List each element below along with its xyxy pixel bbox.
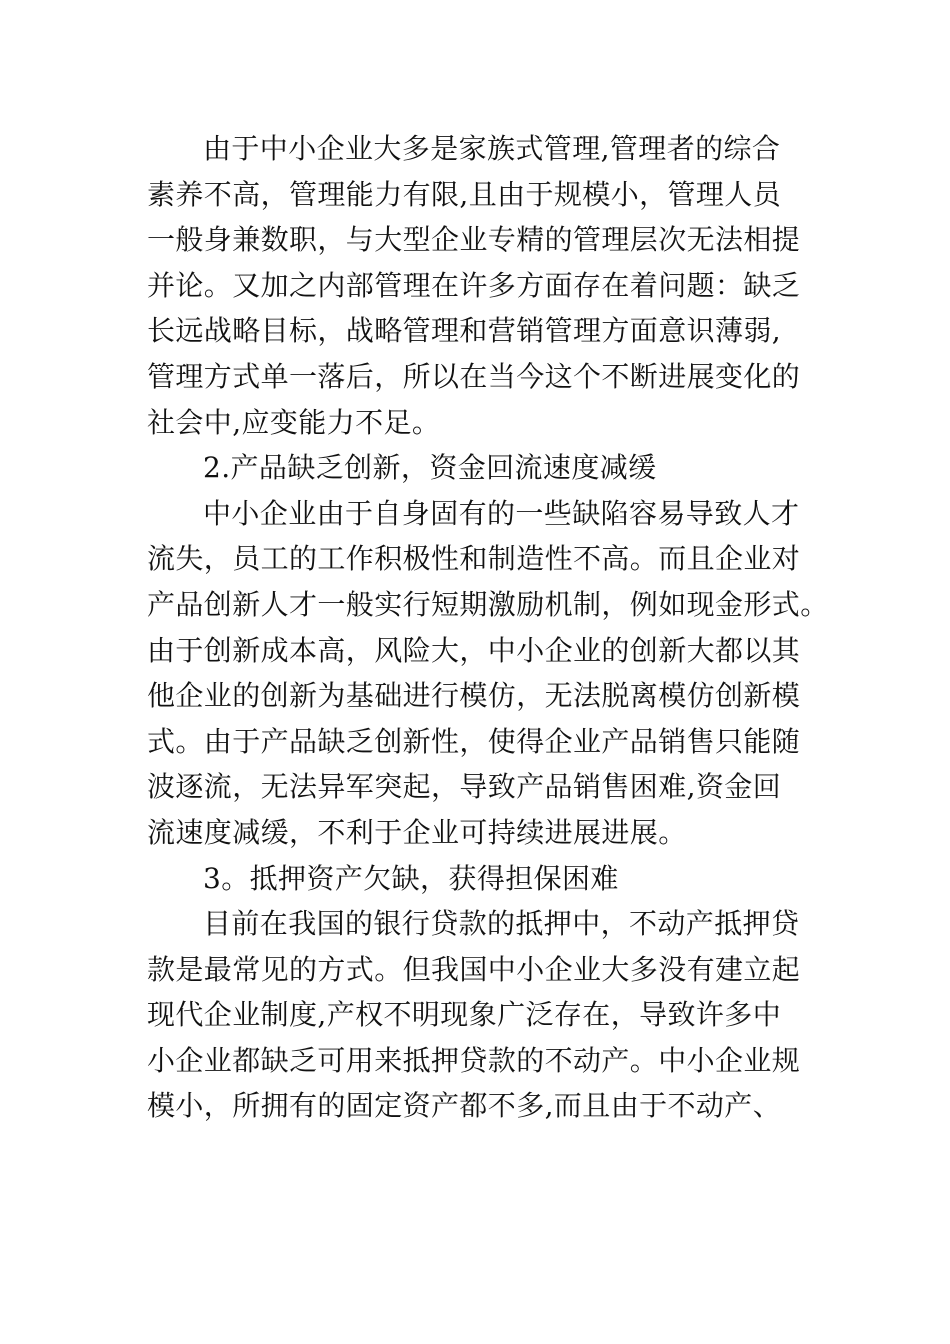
text-line: 流失，员工的工作积极性和制造性不高。而且企业对 <box>147 542 801 576</box>
text-line: 由于中小企业大多是家族式管理,管理者的综合 <box>203 132 781 165</box>
text-line: 式。由于产品缺乏创新性，使得企业产品销售只能随 <box>147 724 801 758</box>
text-line: 2.产品缺乏创新，资金回流速度减缓 <box>203 451 657 485</box>
text-line: 现代企业制度,产权不明现象广泛存在，导致许多中 <box>147 998 782 1032</box>
text-line: 长远战略目标，战略管理和营销管理方面意识薄弱, <box>147 314 782 348</box>
text-line: 管理方式单一落后，所以在当今这个不断进展变化的 <box>147 359 801 393</box>
text-line: 目前在我国的银行贷款的抵押中，不动产抵押贷 <box>203 907 800 941</box>
text-line: 并论。又加之内部管理在许多方面存在着问题：缺乏 <box>147 268 801 302</box>
text-line: 流速度减缓，不利于企业可持续进展进展。 <box>147 815 687 849</box>
text-line: 素养不高，管理能力有限,且由于规模小，管理人员 <box>147 177 782 211</box>
text-line: 小企业都缺乏可用来抵押贷款的不动产。中小企业规 <box>147 1043 801 1077</box>
text-line: 中小企业由于自身固有的一些缺陷容易导致人才 <box>203 496 800 530</box>
text-line: 他企业的创新为基础进行模仿，无法脱离模仿创新模 <box>147 679 801 713</box>
text-line: 产品创新人才一般实行短期激励机制，例如现金形式。 <box>147 587 829 621</box>
document-body <box>147 126 827 1129</box>
text-line: 款是最常见的方式。但我国中小企业大多没有建立起 <box>147 952 801 986</box>
text-line: 3。抵押资产欠缺，获得担保困难 <box>203 861 619 895</box>
text-line: 由于创新成本高，风险大，中小企业的创新大都以其 <box>147 633 801 667</box>
text-line: 模小，所拥有的固定资产都不多,而且由于不动产、 <box>147 1089 782 1123</box>
text-line: 波逐流，无法异军突起，导致产品销售困难,资金回 <box>147 770 782 804</box>
text-line: 一般身兼数职，与大型企业专精的管理层次无法相提 <box>147 223 801 257</box>
text-line: 社会中,应变能力不足。 <box>147 405 441 439</box>
